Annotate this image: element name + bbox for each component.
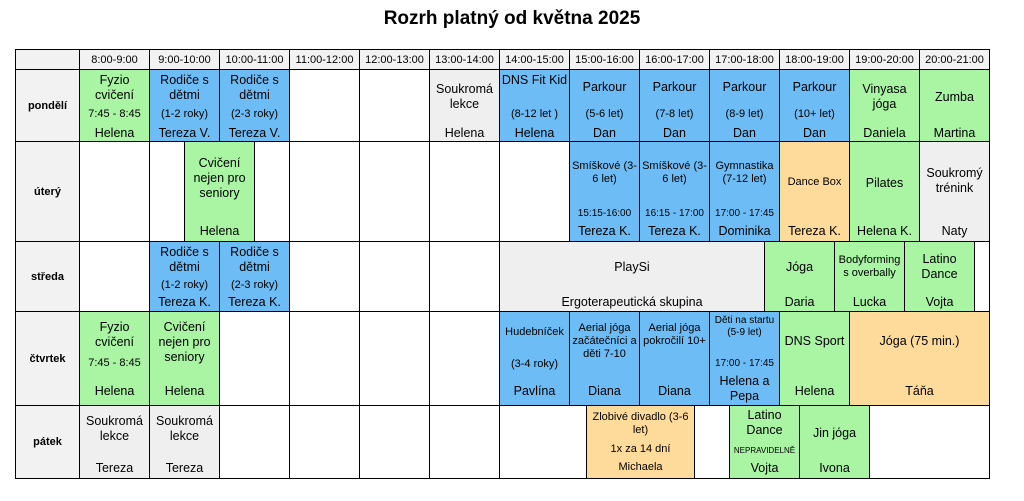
class-name: Parkour <box>652 80 697 94</box>
class-name: Aerial jóga pokročilí 10+ <box>643 322 706 348</box>
class-name: Aerial jóga začátečníci a děti 7-10 <box>572 322 637 361</box>
class-cell <box>79 405 150 479</box>
class-cell <box>149 241 220 312</box>
empty-cell <box>289 141 360 242</box>
class-name: Zlobivé divadlo (3-6 let) <box>592 411 689 437</box>
time-header: 12:00-13:00 <box>359 49 430 70</box>
page-title: Rozrh platný od května 2025 <box>383 8 641 29</box>
class-cell <box>849 141 920 242</box>
class-cell <box>709 69 780 142</box>
class-cell <box>586 405 695 479</box>
class-cell <box>849 311 990 406</box>
class-name: Jóga <box>785 260 814 274</box>
class-name: Smíškové (3-6 let) <box>572 160 637 186</box>
empty-cell <box>219 405 290 479</box>
class-instructor: Helena <box>164 384 205 398</box>
empty-cell <box>149 141 185 242</box>
class-cell <box>79 69 150 142</box>
class-time: 15:15-16:00 <box>577 208 632 219</box>
class-instructor: Dan <box>733 126 756 140</box>
class-instructor: Tereza K. <box>788 224 841 238</box>
corner-cell <box>15 49 80 70</box>
empty-cell <box>359 311 430 406</box>
class-cell <box>79 311 150 406</box>
class-note: 1x za 14 dní <box>610 443 671 455</box>
time-header: 17:00-18:00 <box>709 49 780 70</box>
class-cell <box>834 241 905 312</box>
class-instructor: Tereza <box>165 461 204 475</box>
class-cell <box>779 141 850 242</box>
class-instructor: Dominika <box>718 224 771 238</box>
class-name: Soukromá lekce <box>156 414 213 443</box>
class-cell <box>219 241 290 312</box>
class-cell <box>569 141 640 242</box>
class-name: Soukromý trénink <box>926 166 983 195</box>
class-name: Rodiče s dětmi <box>160 73 209 102</box>
class-cell <box>919 141 990 242</box>
class-instructor: Pavlína <box>513 384 556 398</box>
class-instructor: Helena <box>794 384 835 398</box>
day-label: úterý <box>15 141 80 242</box>
class-instructor: Helena <box>94 126 135 140</box>
class-instructor: Tereza K. <box>578 224 631 238</box>
class-name: Soukromá lekce <box>436 82 493 111</box>
class-instructor: Vojta <box>925 295 954 309</box>
time-header: 9:00-10:00 <box>149 49 220 70</box>
class-note: Ergoterapeutická skupina <box>561 295 703 309</box>
empty-cell <box>359 69 430 142</box>
class-name: Jóga (75 min.) <box>879 334 960 348</box>
class-ages: (8-9 let) <box>725 108 764 120</box>
class-instructor: Diana <box>588 384 621 398</box>
class-instructor: Ivona <box>819 461 850 475</box>
class-instructor: Helena <box>514 126 555 140</box>
class-cell <box>569 69 640 142</box>
class-instructor: Vojta <box>750 461 779 475</box>
class-name: Gymnastika (7-12 let) <box>715 160 774 186</box>
class-name: Parkour <box>722 80 767 94</box>
empty-cell <box>79 141 150 242</box>
class-time: 16:15 - 17:00 <box>645 208 704 219</box>
class-name: Vinyasa jóga <box>862 82 907 111</box>
class-time: 17:00 - 17:45 <box>715 208 774 219</box>
class-instructor: Naty <box>941 224 968 238</box>
empty-cell <box>429 141 500 242</box>
empty-cell <box>974 241 990 312</box>
class-instructor: Helena <box>199 224 240 238</box>
class-ages: (10+ let) <box>794 108 835 120</box>
class-name: PlaySi <box>614 260 650 274</box>
class-name: DNS Fit Kid <box>501 73 568 87</box>
class-name: Zumba <box>935 90 974 104</box>
class-cell <box>904 241 975 312</box>
time-header: 16:00-17:00 <box>639 49 710 70</box>
empty-cell <box>429 405 500 479</box>
class-instructor: Dan <box>663 126 686 140</box>
class-instructor: Tereza <box>95 461 134 475</box>
class-name: Fyzio cvičení <box>95 73 134 102</box>
time-header: 19:00-20:00 <box>849 49 920 70</box>
class-name: DNS Sport <box>784 334 845 348</box>
class-instructor: Tereza K. <box>648 224 701 238</box>
class-name: Smíškové (3-6 let) <box>642 160 707 186</box>
class-ages: (2-3 roky) <box>230 279 279 291</box>
time-header: 11:00-12:00 <box>289 49 360 70</box>
empty-cell <box>289 311 360 406</box>
empty-cell <box>499 405 587 479</box>
empty-cell <box>869 405 990 479</box>
empty-cell <box>359 141 430 242</box>
class-cell <box>149 69 220 142</box>
class-instructor: Tereza V. <box>228 126 281 140</box>
empty-cell <box>254 141 290 242</box>
class-ages: (8-12 let ) <box>510 108 559 120</box>
time-header: 18:00-19:00 <box>779 49 850 70</box>
class-cell <box>569 311 640 406</box>
time-header: 13:00-14:00 <box>429 49 500 70</box>
empty-cell <box>429 241 500 312</box>
class-cell <box>499 241 765 312</box>
class-name: Cvičení nejen pro seniory <box>193 156 246 200</box>
class-time: 7:45 - 8:45 <box>88 357 141 369</box>
class-name: Dance Box <box>787 176 842 188</box>
class-instructor: Táňa <box>905 384 934 398</box>
class-instructor: Daniela <box>863 126 906 140</box>
class-name: Soukromá lekce <box>86 414 143 443</box>
class-cell <box>849 69 920 142</box>
class-name: Rodiče s dětmi <box>160 245 209 274</box>
class-cell <box>499 69 570 142</box>
class-name: Rodiče s dětmi <box>230 73 279 102</box>
class-cell <box>429 69 500 142</box>
time-header: 10:00-11:00 <box>219 49 290 70</box>
class-cell <box>149 311 220 406</box>
class-instructor: Daria <box>784 295 815 309</box>
class-ages: (3-4 roky) <box>510 358 559 370</box>
time-header: 8:00-9:00 <box>79 49 150 70</box>
empty-cell <box>289 69 360 142</box>
class-instructor: Tereza V. <box>158 126 211 140</box>
class-instructor: Lucka <box>852 295 887 309</box>
class-name: Parkour <box>792 80 837 94</box>
class-instructor: Tereza K. <box>158 295 211 309</box>
class-ages: (1-2 roky) <box>160 108 209 120</box>
class-instructor: Diana <box>658 384 691 398</box>
empty-cell <box>694 405 730 479</box>
class-name: Parkour <box>582 80 627 94</box>
time-header: 15:00-16:00 <box>569 49 640 70</box>
time-header: 20:00-21:00 <box>919 49 990 70</box>
class-instructor: Helena K. <box>857 224 912 238</box>
class-name: Jin jóga <box>812 426 857 440</box>
empty-cell <box>499 141 570 242</box>
class-name: Cvičení nejen pro seniory <box>158 320 211 364</box>
class-cell <box>639 311 710 406</box>
class-cell <box>779 69 850 142</box>
day-label: středa <box>15 241 80 312</box>
class-cell <box>709 141 780 242</box>
empty-cell <box>359 405 430 479</box>
day-label: pondělí <box>15 69 80 142</box>
class-instructor: Martina <box>933 126 976 140</box>
class-name: Latino Dance <box>746 408 783 437</box>
class-cell <box>639 69 710 142</box>
class-instructor: Dan <box>803 126 826 140</box>
class-note: NEPRAVIDELNĚ <box>733 446 796 455</box>
class-ages: (1-2 roky) <box>160 279 209 291</box>
class-instructor: Helena <box>444 126 485 140</box>
class-cell <box>799 405 870 479</box>
empty-cell <box>219 311 290 406</box>
class-cell <box>764 241 835 312</box>
class-name: Hudebníček <box>505 326 564 338</box>
class-cell <box>779 311 850 406</box>
day-label: čtvrtek <box>15 311 80 406</box>
class-cell <box>919 69 990 142</box>
class-cell <box>219 69 290 142</box>
empty-cell <box>429 311 500 406</box>
empty-cell <box>359 241 430 312</box>
class-cell <box>709 311 780 406</box>
class-instructor: Helena a Pepa <box>719 374 770 403</box>
class-instructor: Dan <box>593 126 616 140</box>
empty-cell <box>289 241 360 312</box>
class-ages: (7-8 let) <box>655 108 694 120</box>
time-header: 14:00-15:00 <box>499 49 570 70</box>
class-cell <box>149 405 220 479</box>
class-instructor: Helena <box>94 384 135 398</box>
class-time: 17:00 - 17:45 <box>715 358 774 369</box>
class-cell <box>729 405 800 479</box>
class-instructor: Michaela <box>618 461 663 473</box>
class-time: 7:45 - 8:45 <box>88 108 141 120</box>
class-name: Fyzio cvičení <box>95 320 134 349</box>
class-name: Rodiče s dětmi <box>230 245 279 274</box>
day-label: pátek <box>15 405 80 479</box>
class-ages: (5-6 let) <box>585 108 624 120</box>
class-name: Bodyforming s overbally <box>838 254 901 280</box>
empty-cell <box>79 241 150 312</box>
class-cell <box>184 141 255 242</box>
class-name: Děti na startu (5-9 let) <box>714 315 775 338</box>
class-name: Pilates <box>865 176 904 190</box>
class-cell <box>499 311 570 406</box>
class-instructor: Tereza K. <box>228 295 281 309</box>
class-name: Latino Dance <box>921 252 958 281</box>
class-cell <box>639 141 710 242</box>
empty-cell <box>289 405 360 479</box>
class-ages: (2-3 roky) <box>230 108 279 120</box>
